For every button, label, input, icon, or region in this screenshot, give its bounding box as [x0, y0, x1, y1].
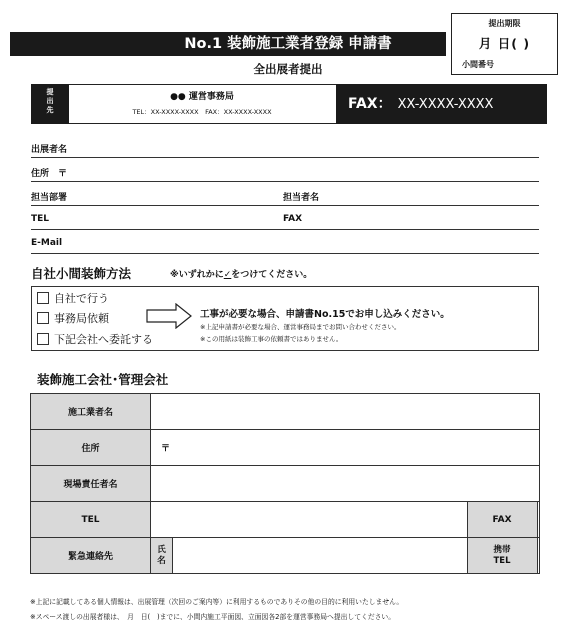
option-self[interactable]: 自社で行う — [37, 290, 109, 306]
company-address-label: 住所 — [31, 430, 151, 466]
company-fax-label: FAX — [467, 502, 537, 538]
contractor-name-label: 施工業者名 — [31, 394, 151, 430]
arrow-right-icon — [146, 303, 192, 329]
emergency-label: 緊急連絡先 — [31, 538, 151, 574]
exhibitor-name-label: 出展者名 — [31, 145, 68, 155]
emergency-name-label: 氏名 — [151, 538, 173, 574]
method-note-1: ※上記申請書が必要な場合、運営事務局までお問い合わせください。 — [200, 323, 401, 331]
contractor-name-field[interactable] — [151, 394, 540, 430]
check-mark-icon: ✓ — [223, 270, 232, 280]
office-contact: TEL：XX-XXXX-XXXX FAX：XX-XXXX-XXXX — [132, 108, 272, 116]
email-label: E-Mail — [31, 238, 63, 248]
company-table — [30, 393, 540, 574]
mobile-tel-label: 携帯 TEL — [467, 538, 537, 574]
checkbox[interactable] — [37, 312, 49, 324]
checkbox[interactable] — [37, 292, 49, 304]
deadline-label: 提出期限 — [488, 19, 521, 28]
booth-number-label: 小間番号 — [462, 60, 494, 69]
emergency-name-field[interactable] — [173, 538, 468, 574]
site-manager-field[interactable] — [151, 466, 540, 502]
page-title: No.1 装飾施工業者登録 申請書 — [184, 36, 392, 52]
company-tel-field[interactable] — [151, 502, 468, 538]
tel-label: TEL — [31, 214, 50, 224]
office-name: ●● 運営事務局 — [170, 92, 234, 102]
company-address-field[interactable]: 〒 — [151, 430, 540, 466]
person-label: 担当者名 — [283, 193, 320, 203]
divider — [31, 229, 539, 230]
department-label: 担当部署 — [31, 193, 68, 203]
method-title: 自社小間装飾方法 — [31, 266, 132, 281]
divider — [31, 157, 539, 158]
option-outsource[interactable]: 下記会社へ委託する — [37, 331, 153, 347]
fax-label: FAX — [283, 214, 303, 224]
divider — [31, 181, 539, 182]
divider — [31, 205, 539, 206]
deadline-date[interactable]: 月 日( ) — [478, 36, 531, 51]
mobile-tel-field[interactable] — [537, 538, 540, 574]
method-message: 工事が必要な場合、申請書No.15でお申し込みください。 — [200, 309, 450, 320]
fax-number-box: FAX： XX-XXXX-XXXX — [336, 84, 547, 124]
submit-to-label: 提 出 先 — [31, 84, 69, 124]
option-office[interactable]: 事務局依頼 — [37, 310, 109, 326]
page-subtitle: 全出展者提出 — [253, 62, 323, 76]
site-manager-label: 現場責任者名 — [31, 466, 151, 502]
divider — [31, 253, 539, 254]
company-tel-label: TEL — [31, 502, 151, 538]
company-fax-field[interactable] — [537, 502, 540, 538]
address-label: 住所 〒 — [31, 169, 68, 179]
company-title: 装飾施工会社･管理会社 — [37, 372, 169, 387]
deadline-box — [451, 13, 558, 75]
method-note-2: ※この用紙は装飾工事の依頼書ではありません。 — [200, 335, 343, 343]
footer-note-2: ※スペース渡しの出展者様は、 月 日( )までに、小間内施工平面図、立面図各2部を運営事務局へ提出してください。 — [30, 613, 396, 621]
method-note: ※いずれかに✓をつけてください。 — [170, 270, 313, 280]
checkbox[interactable] — [37, 333, 49, 345]
footer-note-1: ※上記に記載してある個人情報は、出展管理（次回のご案内等）に利用するものでありその他の目的に利用いたしません。 — [30, 598, 404, 606]
